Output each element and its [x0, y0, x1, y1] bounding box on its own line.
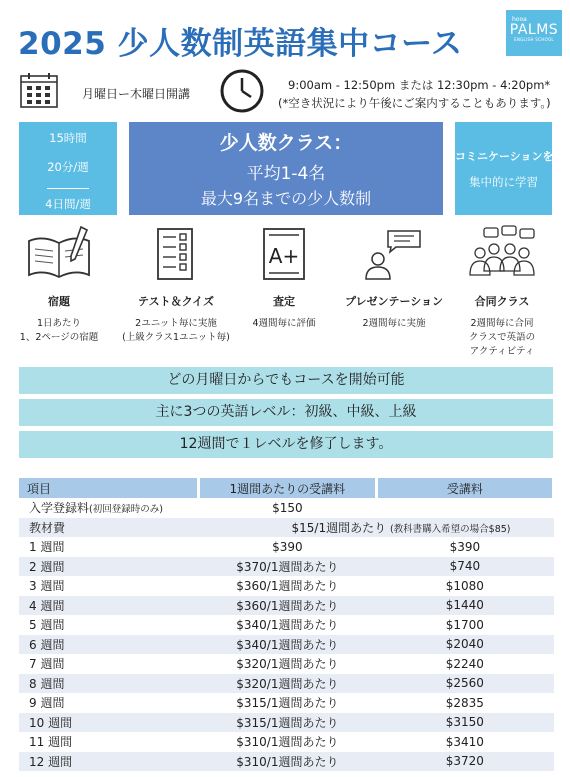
table-row [19, 693, 554, 713]
registration-label [19, 498, 199, 518]
registration-note: (初回登録時のみ) [89, 504, 163, 516]
cell-item: 12 週間 [19, 752, 199, 772]
cell-total: $3720 [376, 752, 553, 772]
cell-total: $2835 [445, 695, 484, 710]
notebook-pencil-icon [23, 225, 95, 283]
table-row [19, 654, 554, 674]
feature-description: 2週間毎に実施 [362, 318, 426, 329]
registration-price: $150 [272, 500, 303, 515]
communication-line2: 集中的に学習 [469, 175, 538, 189]
materials-price-cell [199, 518, 554, 538]
info-band-completion: 12週間で１レベルを修了します。 [19, 431, 553, 458]
feature-presentation [338, 225, 450, 331]
feature-homework [3, 225, 115, 345]
grade-a-plus-icon [248, 225, 320, 283]
feature-description: 4週間毎に評価 [252, 318, 316, 329]
table-row [19, 635, 554, 655]
svg-text:A+: A+ [268, 244, 300, 268]
cell-item: 1 週間 [29, 540, 65, 555]
cell-weekly: $340/1週間あたり [236, 618, 339, 633]
table-row [19, 576, 554, 596]
cell-total: $3410 [445, 734, 484, 749]
logo-text-main: PALMS [509, 22, 559, 38]
cell-weekly: $315/1週間あたり [236, 696, 339, 711]
cell-weekly: $320/1週間あたり [199, 674, 377, 694]
page-title: 2025 少人数制英語集中コース [18, 26, 463, 62]
table-row [19, 615, 554, 635]
table-row [19, 713, 554, 733]
table-row [19, 752, 554, 772]
table-row [19, 557, 554, 577]
class-size-average: 平均1-4名 [246, 164, 326, 184]
column-header-total: 受講料 [376, 478, 553, 498]
table-header-row [19, 478, 554, 498]
materials-label: 教材費 [19, 518, 199, 538]
class-size-box [129, 122, 443, 215]
days-text: 4日間/週 [45, 197, 91, 211]
logo-text-small: hooa [512, 16, 527, 23]
test-checklist-icon [140, 225, 212, 283]
cell-item: 11 週間 [29, 735, 73, 750]
cell-item: 9 週間 [29, 696, 65, 711]
feature-description: 1日あたり 1、2ページの宿題 [19, 318, 99, 343]
registration-total [376, 498, 553, 518]
class-size-max: 最大9名までの少人数制 [200, 189, 372, 208]
cell-item: 3 週間 [29, 579, 65, 594]
cell-total: $1440 [376, 596, 553, 616]
cell-item: 7 週間 [29, 657, 65, 672]
cell-weekly: $360/1週間あたり [199, 596, 377, 616]
cell-weekly: $370/1週間あたり [199, 557, 377, 577]
cell-item: 10 週間 [19, 713, 199, 733]
info-band-start: どの月曜日からでもコースを開始可能 [19, 367, 553, 394]
cell-total: $1080 [445, 578, 484, 593]
cell-weekly: $340/1週間あたり [199, 635, 377, 655]
clock-icon [218, 68, 266, 114]
cell-total: $390 [449, 539, 481, 554]
feature-joint-class [446, 225, 558, 359]
info-band-levels: 主に3つの英語レベル：初級、中級、上級 [19, 399, 553, 426]
cell-item: 6 週間 [19, 635, 199, 655]
calendar-icon [20, 72, 58, 108]
cell-weekly: $320/1週間あたり [236, 657, 339, 672]
price-table [19, 478, 555, 771]
class-size-heading: 少人数クラス： [219, 132, 353, 154]
cell-total: $2560 [376, 674, 553, 694]
feature-label: プレゼンテーション [344, 295, 444, 308]
cell-weekly: $310/1週間あたり [199, 752, 377, 772]
hours-text: 15時間 [49, 131, 87, 145]
cell-item: 5 週間 [29, 618, 65, 633]
registration-label-text: 入学登録料 [29, 501, 90, 516]
cell-total: $2240 [445, 656, 484, 671]
table-row-materials [19, 518, 554, 538]
cell-total: $740 [376, 557, 553, 577]
group-class-icon [466, 225, 538, 283]
feature-assessment [228, 225, 340, 331]
cell-total: $2040 [376, 635, 553, 655]
presentation-speakers-icon [358, 225, 430, 283]
class-times: 9:00am - 12:50pm または 12:30pm - 4:20pm* [288, 78, 551, 92]
cell-total: $3150 [376, 713, 553, 733]
cell-total: $1700 [445, 617, 484, 632]
materials-note: (教科書購入希望の場合$85) [389, 523, 511, 535]
table-row [19, 674, 554, 694]
cell-weekly: $360/1週間あたり [236, 579, 339, 594]
minutes-text: 20分/週 [47, 160, 89, 174]
divider [47, 188, 89, 189]
feature-label: 宿題 [48, 295, 70, 308]
cell-weekly: $315/1週間あたり [199, 713, 377, 733]
cell-item: 8 週間 [19, 674, 199, 694]
table-row-registration [19, 498, 554, 518]
column-header-weekly: 1週間あたりの受講料 [199, 478, 377, 498]
materials-price: $15/1週間あたり [291, 520, 387, 535]
feature-description: 2週間毎に合同 クラスで英語の アクティビティ [468, 318, 536, 357]
communication-box [455, 122, 552, 215]
feature-label: 合同クラス [474, 295, 530, 308]
column-header-item: 項目 [19, 478, 199, 498]
school-logo [506, 10, 562, 56]
feature-label: 査定 [273, 295, 295, 308]
communication-line1: コミニケーションを [455, 150, 554, 163]
schedule-days: 月曜日ー木曜日開講 [82, 87, 191, 101]
logo-text-sub: ENGLISH SCHOOL [514, 37, 554, 42]
table-row [19, 732, 554, 752]
cell-item: 4 週間 [19, 596, 199, 616]
cell-item: 2 週間 [19, 557, 199, 577]
class-times-note: (*空き状況により午後にご案内することもあります。) [278, 96, 551, 110]
feature-label: テスト＆クイズ [138, 295, 214, 308]
feature-description: 2ユニット毎に実施 (上級クラス1ユニット毎) [122, 318, 230, 343]
table-row [19, 537, 554, 557]
cell-weekly: $390 [272, 539, 303, 554]
hours-info-box [19, 122, 117, 215]
table-row [19, 596, 554, 616]
feature-tests [120, 225, 232, 345]
cell-weekly: $310/1週間あたり [236, 735, 339, 750]
